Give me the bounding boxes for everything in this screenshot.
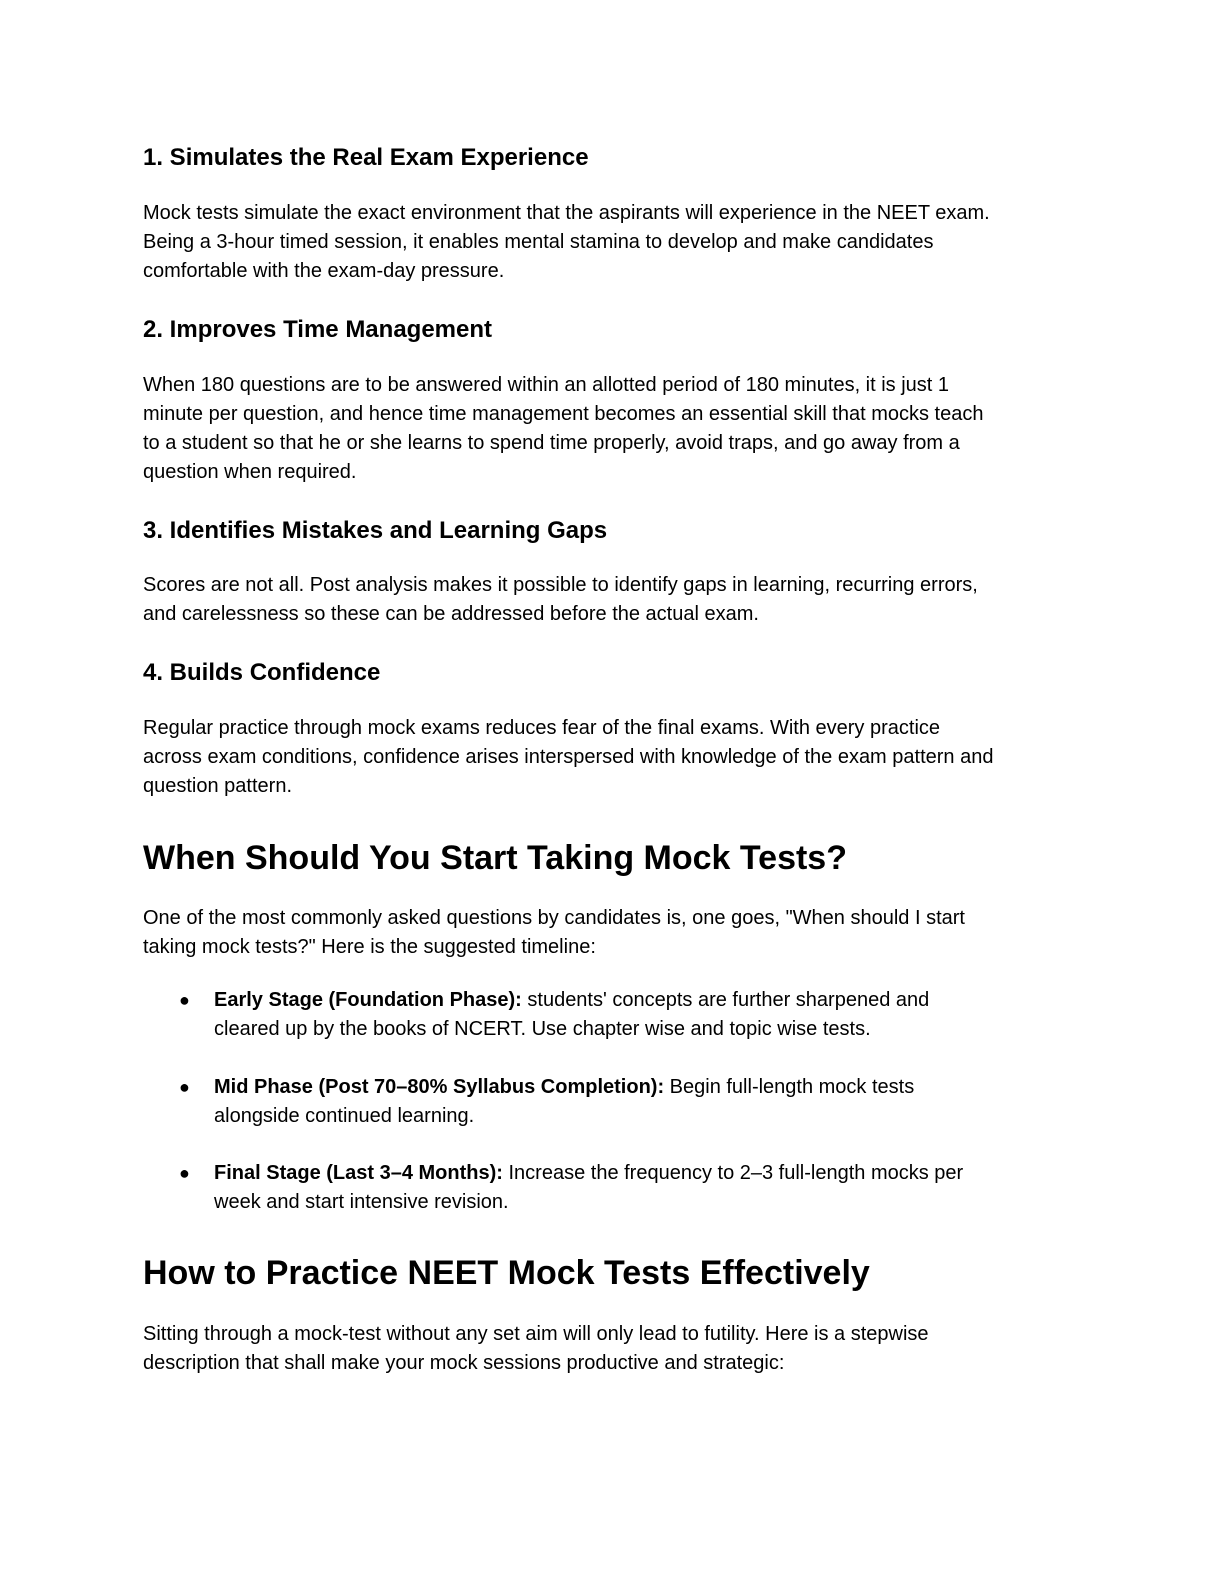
paragraph-line: question pattern. xyxy=(143,775,292,797)
paragraph-line: across exam conditions, confidence arises interspersed with knowledge of the exam pattern and xyxy=(143,746,994,768)
bullet-text: week and start intensive revision. xyxy=(214,1191,509,1213)
paragraph-line: Scores are not all. Post analysis makes it possible to identify gaps in learning, recurring errors, xyxy=(143,574,978,596)
when-heading: When Should You Start Taking Mock Tests? xyxy=(143,839,847,877)
section-heading-1: 1. Simulates the Real Exam Experience xyxy=(143,144,589,171)
paragraph-line: When 180 questions are to be answered within an allotted period of 180 minutes, it is just 1 xyxy=(143,374,950,396)
section-paragraph-3 xyxy=(143,571,978,629)
when-intro-paragraph xyxy=(143,904,965,962)
bullet-text: Increase the frequency to 2–3 full-length mocks per xyxy=(502,1162,964,1184)
how-heading: How to Practice NEET Mock Tests Effectively xyxy=(143,1254,870,1292)
section-paragraph-4 xyxy=(143,714,993,801)
paragraph-line: One of the most commonly asked questions by candidates is, one goes, "When should I start xyxy=(143,907,965,929)
section-paragraph-1 xyxy=(143,199,990,286)
bullet-icon: ● xyxy=(179,990,190,1010)
bullet-label: Final Stage (Last 3–4 Months): xyxy=(214,1162,503,1184)
paragraph-line: taking mock tests?" Here is the suggested timeline: xyxy=(143,936,596,958)
paragraph-line: minute per question, and hence time management becomes an essential skill that mocks teach xyxy=(143,403,984,425)
paragraph-line: Regular practice through mock exams reduces fear of the final exams. With every practice xyxy=(143,717,941,739)
paragraph-line: Being a 3-hour timed session, it enables mental stamina to develop and make candidates xyxy=(143,231,934,253)
paragraph-line: comfortable with the exam-day pressure. xyxy=(143,260,505,282)
bullet-icon: ● xyxy=(179,1077,190,1097)
how-paragraph xyxy=(143,1320,929,1378)
paragraph-line: Mock tests simulate the exact environment that the aspirants will experience in the NEET exam. xyxy=(143,202,990,224)
bullet-label: Mid Phase (Post 70–80% Syllabus Completion): xyxy=(214,1076,665,1098)
paragraph-line: and carelessness so these can be addressed before the actual exam. xyxy=(143,603,759,625)
paragraph-line: question when required. xyxy=(143,461,357,483)
bullet-text: Begin full-length mock tests xyxy=(664,1076,915,1098)
bullet-text: cleared up by the books of NCERT. Use chapter wise and topic wise tests. xyxy=(214,1018,871,1040)
section-heading-4: 4. Builds Confidence xyxy=(143,659,381,686)
bullet-label: Early Stage (Foundation Phase): xyxy=(214,989,522,1011)
section-paragraph-2 xyxy=(143,371,983,487)
bullet-icon: ● xyxy=(179,1163,190,1183)
paragraph-line: Sitting through a mock-test without any set aim will only lead to futility. Here is a stepwise xyxy=(143,1323,929,1345)
bullet-text: alongside continued learning. xyxy=(214,1105,475,1127)
section-heading-3: 3. Identifies Mistakes and Learning Gaps xyxy=(143,517,608,544)
bullet-text: students' concepts are further sharpened and xyxy=(521,989,930,1011)
section-heading-2: 2. Improves Time Management xyxy=(143,316,493,343)
paragraph-line: description that shall make your mock sessions productive and strategic: xyxy=(143,1352,785,1374)
paragraph-line: to a student so that he or she learns to spend time properly, avoid traps, and go away from a xyxy=(143,432,960,454)
